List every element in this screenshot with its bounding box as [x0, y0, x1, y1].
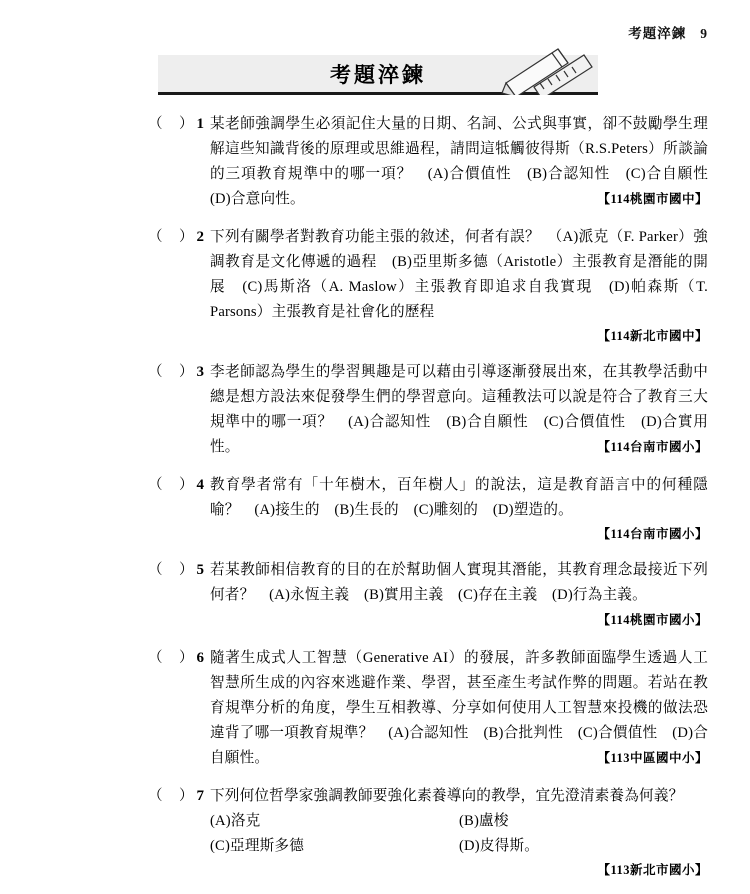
question-item — [0, 558, 750, 633]
question-source: 【114台南市國小】 — [597, 440, 708, 454]
pencil-ruler-icon — [488, 43, 608, 95]
question-source: 【114台南市國小】 — [597, 527, 708, 541]
question-body — [210, 360, 708, 460]
question-item — [0, 360, 750, 460]
question-item — [0, 784, 750, 881]
question-text: 某老師強調學生必須記住大量的日期、名詞、公式與事實，卻不鼓勵學生理解這些知識背後的原理或思維過程，請問這牴觸彼得斯（R.S.Peters）所談論的三項教育規準中的哪一項？ (A)合價值性 (B)合認知性 (C)合自願性 (D)合意向性。 — [210, 116, 723, 207]
question-body — [210, 225, 708, 347]
answer-blank[interactable]: （ ） — [148, 229, 195, 245]
question-source: 【113新北市國小】 — [597, 863, 708, 877]
option-b[interactable]: (B)盧梭 — [459, 813, 509, 829]
question-text: 教育學者常有「十年樹木，百年樹人」的說法，這是教育語言中的何種隱喻？ (A)接生的 (B)生長的 (C)雕刻的 (D)塑造的。 — [210, 477, 708, 518]
question-source: 【114桃園市國小】 — [597, 613, 708, 627]
question-item — [0, 646, 750, 771]
answer-blank[interactable]: （ ） — [148, 116, 195, 132]
answer-blank[interactable]: （ ） — [148, 364, 195, 380]
option-c[interactable]: (C)亞理斯多德 — [210, 838, 305, 854]
question-number: 7 — [196, 788, 204, 804]
question-body — [210, 112, 723, 212]
question-number: 1 — [196, 116, 204, 132]
answer-blank[interactable]: （ ） — [148, 650, 195, 666]
answer-blank[interactable]: （ ） — [148, 477, 195, 493]
question-list — [0, 112, 750, 894]
question-body — [210, 558, 708, 633]
question-item — [0, 473, 750, 545]
option-d[interactable]: (D)皮得斯。 — [459, 838, 540, 854]
answer-blank[interactable]: （ ） — [148, 788, 195, 804]
option-grid — [210, 809, 708, 859]
question-text: 隨著生成式人工智慧（Generative AI）的發展，許多教師面臨學生透過人工智慧所生成的內容來逃避作業、學習，甚至產生考試作弊的問題。若站在教育規準分析的角度，學生互相教導、分享如何使用人工智慧來投機的做法恐違背了哪一項教育規準？ (A)合認知性 (B)合批判性 (C)合價值性 (D)合自願性。 — [210, 650, 708, 766]
question-item — [0, 112, 750, 212]
question-body — [210, 473, 708, 545]
question-text: 李老師認為學生的學習興趣是可以藉由引導逐漸發展出來，在其教學活動中總是想方設法來促發學生們的學習意向。這種教法可以說是符合了教育三大規準中的哪一項？ (A)合認知性 (B)合自願性 (C)合價值性 (D)合實用性。 — [210, 364, 708, 455]
question-text: 下列何位哲學家強調教師要強化素養導向的教學，宜先澄清素養為何義？ — [210, 788, 684, 804]
answer-blank[interactable]: （ ） — [148, 562, 195, 578]
question-text: 若某教師相信教育的目的在於幫助個人實現其潛能，其教育理念最接近下列何者？ (A)永恆主義 (B)實用主義 (C)存在主義 (D)行為主義。 — [210, 562, 708, 603]
question-source: 【114新北市國中】 — [597, 329, 708, 343]
banner-title: 考題淬鍊 — [330, 63, 426, 87]
question-body — [210, 784, 708, 881]
chapter-banner — [158, 55, 598, 99]
question-item — [0, 225, 750, 347]
running-head — [628, 22, 708, 42]
question-number: 5 — [196, 562, 204, 578]
question-body — [210, 646, 708, 771]
question-number: 6 — [196, 650, 204, 666]
question-text: 下列有關學者對教育功能主張的敘述，何者有誤？ （A)派克（F. Parker）強調教育是文化傳遞的過程 (B)亞里斯多德（Aristotle）主張教育是潛能的開展 (C)馬斯洛（A. Maslow）主張教育即追求自我實現 (D)帕森斯（T. Parsons）主張教育是社會化的歷程 — [210, 229, 708, 320]
page-number: 9 — [700, 26, 708, 41]
question-number: 3 — [196, 364, 204, 380]
question-source: 【113中區國中小】 — [597, 751, 708, 765]
running-head-title: 考題淬鍊 — [628, 26, 687, 41]
option-a[interactable]: (A)洛克 — [210, 813, 261, 829]
question-source: 【114桃園市國中】 — [597, 192, 708, 206]
question-number: 4 — [196, 477, 204, 493]
question-number: 2 — [196, 229, 204, 245]
